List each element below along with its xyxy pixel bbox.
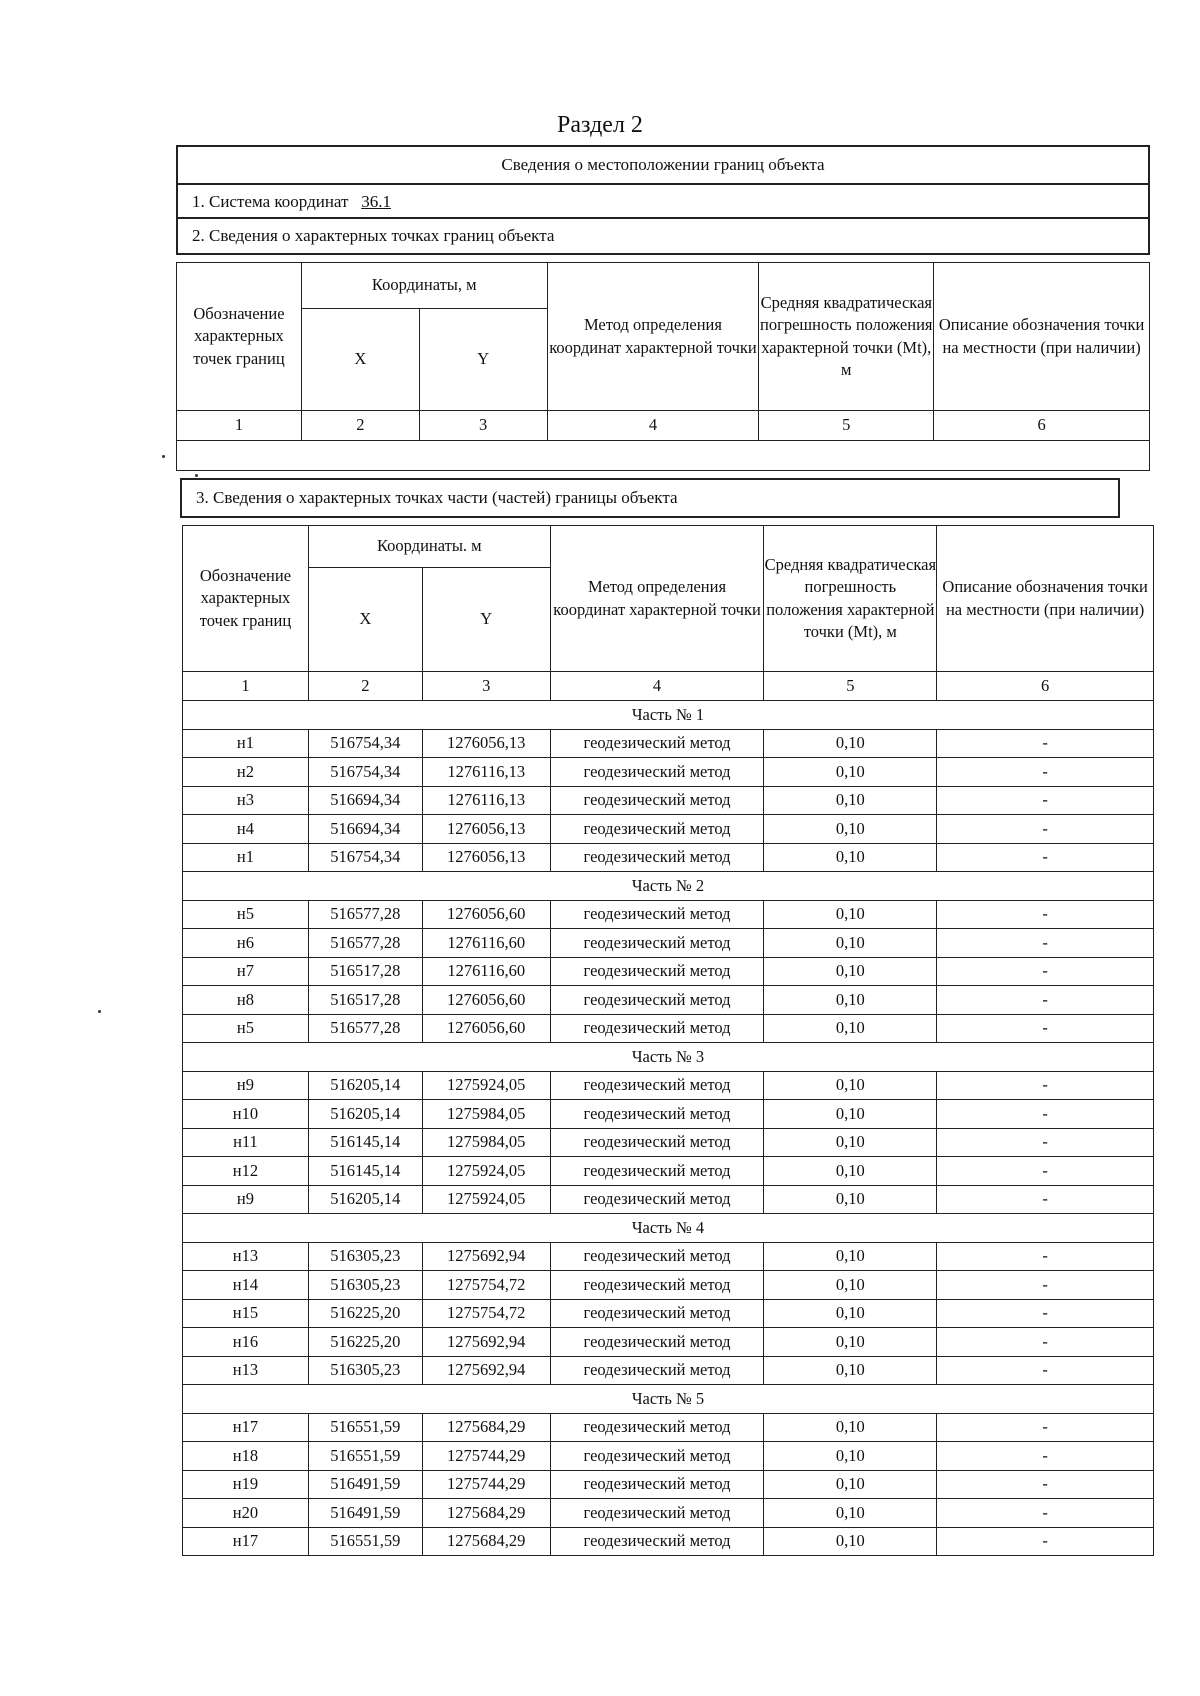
coord-y: 1275744,29 <box>422 1470 550 1499</box>
coord-x: 516754,34 <box>308 729 422 758</box>
coord-x: 516225,20 <box>308 1328 422 1357</box>
coord-x: 516205,14 <box>308 1185 422 1214</box>
col-designation-header: Обозначение характерных точек границ <box>183 526 309 672</box>
coord-y: 1276056,13 <box>422 729 550 758</box>
description: - <box>937 900 1154 929</box>
description: - <box>937 929 1154 958</box>
method: геодезический метод <box>550 1014 764 1043</box>
coord-x: 516551,59 <box>308 1527 422 1556</box>
mean-error: 0,10 <box>764 1442 937 1471</box>
column-number: 5 <box>759 411 934 441</box>
coord-x: 516205,14 <box>308 1100 422 1129</box>
method: геодезический метод <box>550 957 764 986</box>
coord-x: 516517,28 <box>308 986 422 1015</box>
table-row <box>183 986 1154 1015</box>
col-description-header: Описание обозначения точки на местности (при наличии) <box>937 526 1154 672</box>
point-designation: н11 <box>183 1128 309 1157</box>
table-row <box>183 1128 1154 1157</box>
coord-y: 1276116,13 <box>422 786 550 815</box>
col-description-header: Описание обозначения точки на местности (при наличии) <box>934 263 1150 411</box>
coord-y: 1276116,60 <box>422 929 550 958</box>
mean-error: 0,10 <box>764 1413 937 1442</box>
mean-error: 0,10 <box>764 1185 937 1214</box>
part-header-row <box>183 1214 1154 1243</box>
coord-y: 1275924,05 <box>422 1071 550 1100</box>
col-y-header: Y <box>419 309 547 411</box>
method: геодезический метод <box>550 1299 764 1328</box>
coord-system-value: 36.1 <box>361 192 391 211</box>
method: геодезический метод <box>550 900 764 929</box>
table-row <box>183 786 1154 815</box>
description: - <box>937 1271 1154 1300</box>
section2-label: 2. Сведения о характерных точках границ объекта <box>176 217 1150 255</box>
method: геодезический метод <box>550 1413 764 1442</box>
scan-speck <box>162 455 165 458</box>
description: - <box>937 1071 1154 1100</box>
mean-error: 0,10 <box>764 1328 937 1357</box>
method: геодезический метод <box>550 843 764 872</box>
method: геодезический метод <box>550 815 764 844</box>
column-number: 6 <box>937 672 1154 701</box>
coord-system-label: 1. Система координат <box>192 192 349 211</box>
coord-x: 516694,34 <box>308 815 422 844</box>
column-number: 6 <box>934 411 1150 441</box>
table-row <box>183 815 1154 844</box>
point-designation: н20 <box>183 1499 309 1528</box>
col-method-header: Метод определения координат характерной точки <box>547 263 759 411</box>
coord-x: 516754,34 <box>308 843 422 872</box>
col-x-header: X <box>308 568 422 672</box>
col-designation-header: Обозначение характерных точек границ <box>177 263 302 411</box>
point-designation: н10 <box>183 1100 309 1129</box>
table-row <box>183 1442 1154 1471</box>
coord-x: 516145,14 <box>308 1128 422 1157</box>
method: геодезический метод <box>550 1242 764 1271</box>
coord-system-row <box>176 183 1150 219</box>
description: - <box>937 1014 1154 1043</box>
description: - <box>937 1185 1154 1214</box>
description: - <box>937 1442 1154 1471</box>
part-header-row <box>183 1385 1154 1414</box>
scan-speck <box>195 474 198 477</box>
mean-error: 0,10 <box>764 1128 937 1157</box>
description: - <box>937 758 1154 787</box>
mean-error: 0,10 <box>764 929 937 958</box>
description: - <box>937 815 1154 844</box>
table-row <box>183 1499 1154 1528</box>
coord-x: 516305,23 <box>308 1356 422 1385</box>
method: геодезический метод <box>550 786 764 815</box>
description: - <box>937 843 1154 872</box>
coord-x: 516305,23 <box>308 1242 422 1271</box>
mean-error: 0,10 <box>764 1527 937 1556</box>
point-designation: н8 <box>183 986 309 1015</box>
col-x-header: X <box>301 309 419 411</box>
table-row <box>183 843 1154 872</box>
method: геодезический метод <box>550 1527 764 1556</box>
col-coords-header: Координаты, м <box>301 263 547 309</box>
column-number: 4 <box>550 672 764 701</box>
scan-speck <box>98 1010 101 1013</box>
coord-y: 1275744,29 <box>422 1442 550 1471</box>
coord-x: 516145,14 <box>308 1157 422 1186</box>
coord-y: 1276056,60 <box>422 986 550 1015</box>
boundary-points-table <box>176 262 1150 471</box>
method: геодезический метод <box>550 1356 764 1385</box>
coord-y: 1275692,94 <box>422 1242 550 1271</box>
coord-y: 1275684,29 <box>422 1527 550 1556</box>
col-y-header: Y <box>422 568 550 672</box>
point-designation: н2 <box>183 758 309 787</box>
method: геодезический метод <box>550 1071 764 1100</box>
description: - <box>937 1499 1154 1528</box>
part-points-table <box>182 525 1154 1556</box>
point-designation: н5 <box>183 900 309 929</box>
point-designation: н6 <box>183 929 309 958</box>
coord-x: 516577,28 <box>308 1014 422 1043</box>
table-row <box>183 1299 1154 1328</box>
table-row <box>183 1157 1154 1186</box>
description: - <box>937 1470 1154 1499</box>
coord-y: 1275754,72 <box>422 1271 550 1300</box>
point-designation: н17 <box>183 1527 309 1556</box>
mean-error: 0,10 <box>764 815 937 844</box>
mean-error: 0,10 <box>764 843 937 872</box>
part-label: Часть № 1 <box>183 701 1154 730</box>
col-error-header: Средняя квадратическая погрешность положения характерной точки (Mt), м <box>764 526 937 672</box>
col-coords-header: Координаты. м <box>308 526 550 568</box>
method: геодезический метод <box>550 1271 764 1300</box>
table-row <box>183 929 1154 958</box>
coord-y: 1276116,13 <box>422 758 550 787</box>
point-designation: н15 <box>183 1299 309 1328</box>
section-header: Сведения о местоположении границ объекта <box>176 145 1150 185</box>
table-row <box>183 758 1154 787</box>
part-label: Часть № 2 <box>183 872 1154 901</box>
description: - <box>937 1527 1154 1556</box>
coord-x: 516491,59 <box>308 1470 422 1499</box>
point-designation: н1 <box>183 729 309 758</box>
mean-error: 0,10 <box>764 758 937 787</box>
part-label: Часть № 3 <box>183 1043 1154 1072</box>
coord-x: 516305,23 <box>308 1271 422 1300</box>
method: геодезический метод <box>550 1442 764 1471</box>
coord-x: 516577,28 <box>308 929 422 958</box>
column-number: 3 <box>419 411 547 441</box>
mean-error: 0,10 <box>764 1242 937 1271</box>
mean-error: 0,10 <box>764 986 937 1015</box>
mean-error: 0,10 <box>764 1100 937 1129</box>
point-designation: н19 <box>183 1470 309 1499</box>
description: - <box>937 1413 1154 1442</box>
coord-y: 1275692,94 <box>422 1328 550 1357</box>
point-designation: н16 <box>183 1328 309 1357</box>
part-header-row <box>183 872 1154 901</box>
section3-label: 3. Сведения о характерных точках части (частей) границы объекта <box>180 478 1120 518</box>
coord-x: 516205,14 <box>308 1071 422 1100</box>
description: - <box>937 1356 1154 1385</box>
part-header-row <box>183 701 1154 730</box>
method: геодезический метод <box>550 1128 764 1157</box>
coord-x: 516551,59 <box>308 1442 422 1471</box>
table-row <box>183 729 1154 758</box>
mean-error: 0,10 <box>764 957 937 986</box>
description: - <box>937 1157 1154 1186</box>
mean-error: 0,10 <box>764 1071 937 1100</box>
mean-error: 0,10 <box>764 1470 937 1499</box>
empty-row <box>177 441 1150 471</box>
coord-x: 516517,28 <box>308 957 422 986</box>
column-number: 5 <box>764 672 937 701</box>
table-row <box>183 1185 1154 1214</box>
mean-error: 0,10 <box>764 1157 937 1186</box>
description: - <box>937 1100 1154 1129</box>
point-designation: н18 <box>183 1442 309 1471</box>
table-row <box>183 900 1154 929</box>
part-header-row <box>183 1043 1154 1072</box>
description: - <box>937 786 1154 815</box>
column-number: 3 <box>422 672 550 701</box>
column-number: 1 <box>183 672 309 701</box>
page-title: Раздел 2 <box>557 112 643 138</box>
mean-error: 0,10 <box>764 786 937 815</box>
col-error-header: Средняя квадратическая погрешность положения характерной точки (Mt), м <box>759 263 934 411</box>
table-row <box>183 1356 1154 1385</box>
coord-y: 1276056,13 <box>422 815 550 844</box>
table-row <box>183 1527 1154 1556</box>
method: геодезический метод <box>550 729 764 758</box>
table-row <box>183 1271 1154 1300</box>
description: - <box>937 1299 1154 1328</box>
mean-error: 0,10 <box>764 1014 937 1043</box>
method: геодезический метод <box>550 986 764 1015</box>
column-number: 1 <box>177 411 302 441</box>
coord-y: 1275924,05 <box>422 1157 550 1186</box>
mean-error: 0,10 <box>764 729 937 758</box>
coord-x: 516577,28 <box>308 900 422 929</box>
mean-error: 0,10 <box>764 1271 937 1300</box>
coord-x: 516225,20 <box>308 1299 422 1328</box>
coord-y: 1276056,13 <box>422 843 550 872</box>
coord-y: 1276056,60 <box>422 900 550 929</box>
mean-error: 0,10 <box>764 1356 937 1385</box>
method: геодезический метод <box>550 1100 764 1129</box>
coord-y: 1276056,60 <box>422 1014 550 1043</box>
column-number: 2 <box>301 411 419 441</box>
coord-x: 516694,34 <box>308 786 422 815</box>
table-row <box>183 1328 1154 1357</box>
coord-x: 516754,34 <box>308 758 422 787</box>
coord-y: 1275754,72 <box>422 1299 550 1328</box>
coord-y: 1275984,05 <box>422 1100 550 1129</box>
table-row <box>183 1470 1154 1499</box>
method: геодезический метод <box>550 1470 764 1499</box>
col-method-header: Метод определения координат характерной точки <box>550 526 764 672</box>
point-designation: н4 <box>183 815 309 844</box>
point-designation: н1 <box>183 843 309 872</box>
description: - <box>937 957 1154 986</box>
method: геодезический метод <box>550 1185 764 1214</box>
point-designation: н13 <box>183 1242 309 1271</box>
description: - <box>937 986 1154 1015</box>
coord-y: 1275684,29 <box>422 1413 550 1442</box>
mean-error: 0,10 <box>764 1299 937 1328</box>
table-row <box>183 957 1154 986</box>
method: геодезический метод <box>550 929 764 958</box>
mean-error: 0,10 <box>764 1499 937 1528</box>
coord-y: 1275684,29 <box>422 1499 550 1528</box>
mean-error: 0,10 <box>764 900 937 929</box>
description: - <box>937 1128 1154 1157</box>
point-designation: н17 <box>183 1413 309 1442</box>
table-row <box>183 1242 1154 1271</box>
column-number: 2 <box>308 672 422 701</box>
table-row <box>183 1014 1154 1043</box>
point-designation: н9 <box>183 1185 309 1214</box>
point-designation: н12 <box>183 1157 309 1186</box>
point-designation: н7 <box>183 957 309 986</box>
point-designation: н13 <box>183 1356 309 1385</box>
table-row <box>183 1100 1154 1129</box>
coord-x: 516491,59 <box>308 1499 422 1528</box>
coord-y: 1275924,05 <box>422 1185 550 1214</box>
point-designation: н9 <box>183 1071 309 1100</box>
column-number: 4 <box>547 411 759 441</box>
point-designation: н5 <box>183 1014 309 1043</box>
method: геодезический метод <box>550 758 764 787</box>
coord-y: 1275692,94 <box>422 1356 550 1385</box>
point-designation: н14 <box>183 1271 309 1300</box>
table-row <box>183 1413 1154 1442</box>
coord-y: 1275984,05 <box>422 1128 550 1157</box>
method: геодезический метод <box>550 1157 764 1186</box>
method: геодезический метод <box>550 1328 764 1357</box>
description: - <box>937 1242 1154 1271</box>
method: геодезический метод <box>550 1499 764 1528</box>
coord-y: 1276116,60 <box>422 957 550 986</box>
description: - <box>937 729 1154 758</box>
part-label: Часть № 5 <box>183 1385 1154 1414</box>
table-row <box>183 1071 1154 1100</box>
coord-x: 516551,59 <box>308 1413 422 1442</box>
part-label: Часть № 4 <box>183 1214 1154 1243</box>
point-designation: н3 <box>183 786 309 815</box>
description: - <box>937 1328 1154 1357</box>
